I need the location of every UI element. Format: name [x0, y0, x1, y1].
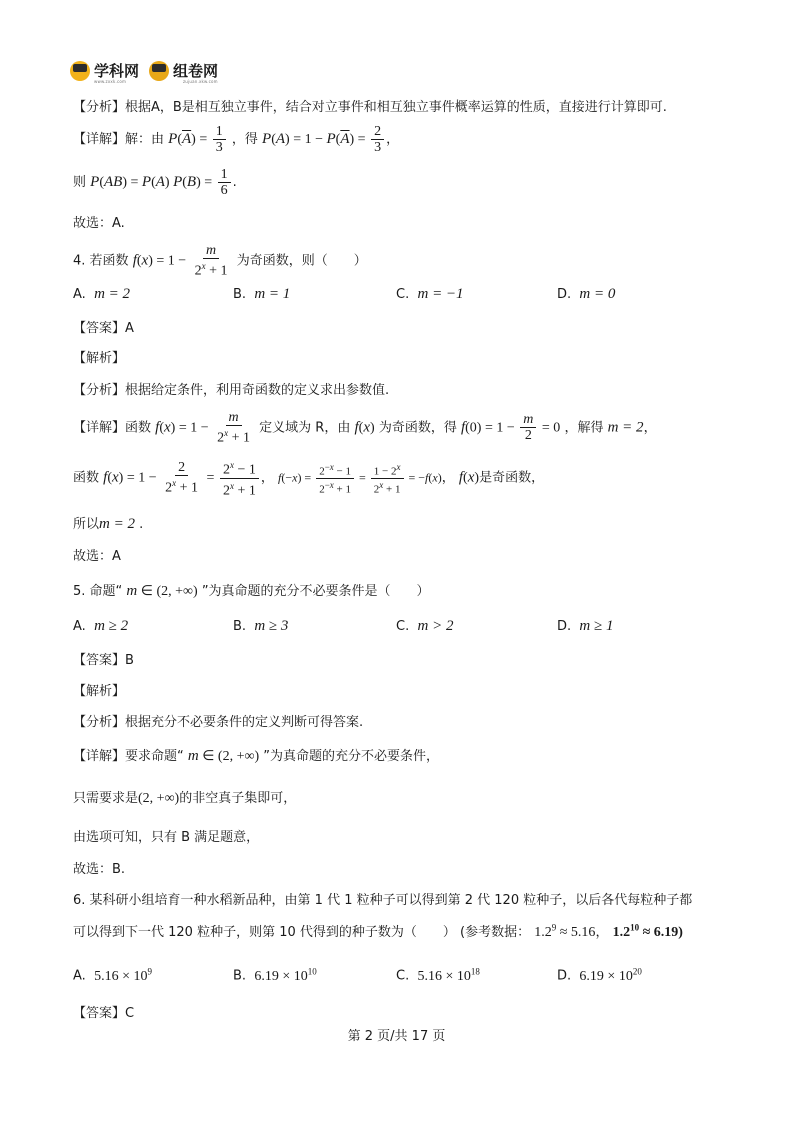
q6-answer: 【答案】C	[73, 1006, 135, 1021]
q5-need: 只需要求是(2, +∞)的非空真子集即可，	[73, 791, 297, 806]
q5-detail: 【详解】要求命题“ m ∈ (2, +∞) ”为真命题的充分不必要条件，	[73, 748, 440, 764]
q4-answer: 【答案】A	[73, 321, 134, 336]
page-footer: 第 2 页/共 17 页	[347, 1029, 446, 1044]
q5-option-b: B. m ≥ 3	[233, 618, 289, 634]
mortarboard-icon	[149, 61, 169, 81]
logo-zxxk-text: 学科网	[94, 62, 140, 80]
q3-choice: 故选：A.	[73, 216, 125, 231]
q5-option-c: C. m > 2	[396, 618, 454, 634]
q5-answer: 【答案】B	[73, 653, 134, 668]
q4-so: 所以m = 2 .	[73, 516, 144, 532]
q6-option-b: B. $6.19 \times 10^{10}$	[233, 966, 317, 984]
q4-jiexi: 【解析】	[73, 351, 126, 366]
q5-stem: 5. 命题“ m ∈ (2, +∞) ”为真命题的充分不必要条件是（ ）	[73, 583, 430, 599]
logo-zujuan-sub: zujuan.xkw.com	[183, 79, 218, 84]
q6-option-d: D. $6.19 \times 10^{20}$	[557, 966, 642, 984]
mortarboard-icon	[70, 61, 90, 81]
q4-func: 函数 f(x) = 1 − $\frac{2}{2^x + 1}$ = $\frac{2^x - 1}{2^x + 1}$ ， f(−x) = $\frac{2^{-x} - 1}{2^{-x} + 1}$ = $\frac{1 - 2^x}{2^x + 1}$ = −f(x)， f(x)是奇函数，	[73, 460, 545, 499]
q6-option-a: A. $5.16 \times 10^9$	[73, 966, 152, 984]
logo-zujuan	[149, 60, 218, 81]
q6-line2: 可以得到下一代 120 粒种子，则第 10 代得到的种子数为（ ） (参考数据： $1.2^9 \approx 5.16$， $1.2^{10} \approx 6.19$)	[73, 922, 683, 940]
header-logos	[70, 60, 218, 81]
q6-line1: 6. 某科研小组培育一种水稻新品种，由第 1 代 1 粒种子可以得到第 2 代 120 粒种子，以后各代每粒种子都	[73, 893, 693, 908]
q4-option-d: D. m = 0	[557, 286, 616, 302]
q5-choice: 故选：B.	[73, 862, 126, 877]
q4-analysis: 【分析】根据给定条件，利用奇函数的定义求出参数值.	[73, 383, 390, 398]
q4-option-a: A. m = 2	[73, 286, 131, 302]
q5-analysis: 【分析】根据充分不必要条件的定义判断可得答案.	[73, 715, 364, 730]
fraction-1-3: $\frac{1}{3}$	[213, 124, 226, 155]
q4-detail: 【详解】函数 f(x) = 1 − $\frac{m}{2^x + 1}$ 定义域为 R，由 f(x) 为奇函数，得 f(0) = 1 − $\frac{m}{2}$ = 0 ，解得 m = 2，	[73, 410, 657, 446]
logo-zxxk-sub: www.zxxk.com	[94, 79, 127, 84]
q4-choice: 故选：A	[73, 549, 121, 564]
q4-option-b: B. m = 1	[233, 286, 291, 302]
fraction-1-6: $\frac{1}{6}$	[218, 167, 231, 198]
q3-detail: 【详解】解：由 $P(\overline{A})$ = $\frac{1}{3}$ ，得 $P(A) = 1 - P(\overline{A})$ = $\frac{2}{3}$ ，	[73, 124, 400, 155]
q4-stem: 4. 若函数 f(x) = 1 − $\frac{m}{2^x + 1}$ 为奇函数，则（ ）	[73, 243, 367, 279]
q5-option-d: D. m ≥ 1	[557, 618, 614, 634]
fraction-2-3: $\frac{2}{3}$	[371, 124, 384, 155]
q5-options-line: 由选项可知，只有 B 满足题意，	[73, 830, 260, 845]
q6-option-c: C. $5.16 \times 10^{18}$	[396, 966, 480, 984]
logo-zxxk	[70, 60, 139, 81]
q3-analysis: 【分析】根据A，B是相互独立事件，结合对立事件和相互独立事件概率运算的性质，直接进行计算即可.	[73, 100, 667, 115]
q5-jiexi: 【解析】	[73, 684, 126, 699]
q4-option-c: C. m = −1	[396, 286, 464, 302]
q5-option-a: A. m ≥ 2	[73, 618, 129, 634]
q3-then: 则 P(AB) = P(A) P(B) = $\frac{1}{6}$ .	[73, 167, 237, 198]
logo-zujuan-text: 组卷网	[173, 62, 219, 80]
